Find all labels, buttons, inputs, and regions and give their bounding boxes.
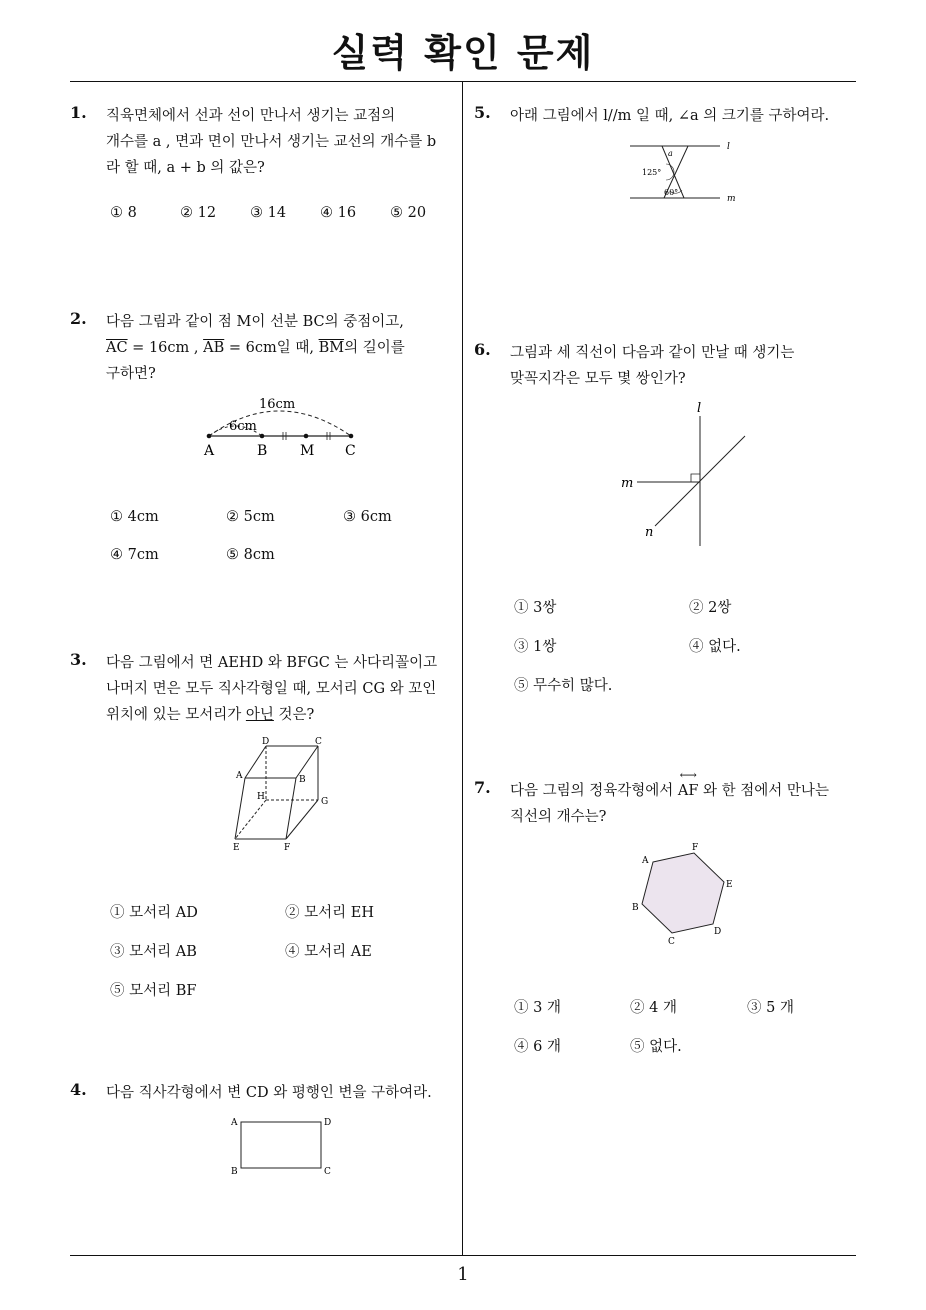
vertex-label: C <box>324 1167 331 1177</box>
answer-option[interactable]: ② 5cm <box>226 509 275 525</box>
vertex-label: E <box>726 880 733 890</box>
edge-DA <box>245 746 266 778</box>
top-rule <box>70 81 856 82</box>
answer-option[interactable]: ④ 16 <box>320 205 357 221</box>
column-divider <box>462 82 463 1256</box>
answer-option[interactable]: ③ 14 <box>250 205 287 221</box>
regular-hexagon <box>642 853 724 933</box>
line-m-label: m <box>727 194 736 204</box>
text-run: 것은? <box>273 707 315 723</box>
segment-AB: $\overline{AB}$ <box>203 340 225 356</box>
label-A: A <box>204 443 215 459</box>
point-M <box>304 434 309 439</box>
edge-HE <box>235 800 266 839</box>
bottom-rule <box>70 1255 856 1256</box>
vertex-label: A <box>231 1118 238 1128</box>
edge-GF <box>286 800 318 839</box>
label-16cm: 16cm <box>259 397 296 412</box>
text-run: = 16cm , <box>127 340 204 356</box>
vertex-label: B <box>632 903 639 913</box>
answer-option[interactable]: ② 4 개 <box>630 1000 677 1016</box>
answer-option[interactable]: ④ 없다. <box>689 639 741 655</box>
question-number: 1. <box>70 103 87 122</box>
label-6cm: 6cm <box>229 419 257 434</box>
rectangle-ABCD <box>241 1122 321 1168</box>
question-number: 3. <box>70 650 87 669</box>
page-title: 실력 확인 문제 <box>331 31 595 75</box>
question-line: 다음 직사각형에서 변 CD 와 평행인 변을 구하여라. <box>106 1085 432 1101</box>
question-number: 5. <box>474 103 491 122</box>
question-text <box>510 768 829 830</box>
answer-option[interactable]: ① 8 <box>110 205 137 221</box>
question-number: 7. <box>474 778 491 797</box>
text-run: 와 한 점에서 만나는 <box>698 783 829 799</box>
vertex-label: D <box>714 927 722 937</box>
question-text <box>106 1080 432 1106</box>
question-text <box>106 103 436 181</box>
rectangle-figure <box>228 1113 338 1179</box>
text-run: 다음 그림의 정육각형에서 <box>510 783 678 799</box>
answer-option[interactable]: ③ 6cm <box>343 509 392 525</box>
answer-option[interactable]: ② 12 <box>180 205 217 221</box>
question-line: 구하면? <box>106 366 156 382</box>
line-m-label: m <box>621 476 634 491</box>
vertex-label: C <box>668 937 675 947</box>
vertex-label: A <box>236 771 243 781</box>
text-run: 위치에 있는 모서리가 <box>106 707 246 723</box>
three-lines-figure <box>615 398 755 550</box>
question-line <box>106 702 437 728</box>
question-line: 다음 그림에서 면 AEHD 와 BFGC 는 사다리꼴이고 <box>106 655 438 671</box>
question-line: 다음 그림과 같이 점 M이 선분 BC의 중점이고, <box>106 314 404 330</box>
answer-option[interactable]: ③ 모서리 AB <box>110 944 197 960</box>
question-text <box>510 103 829 129</box>
question-text <box>106 650 437 728</box>
label-M: M <box>300 443 315 459</box>
segment-figure <box>195 392 365 462</box>
right-angle-mark <box>691 474 700 482</box>
answer-option[interactable]: ② 모서리 EH <box>285 905 374 921</box>
answer-option[interactable]: ③ 5 개 <box>747 1000 794 1016</box>
answer-option[interactable]: ② 2쌍 <box>689 600 732 616</box>
question-line: 라 할 때, a + b 의 값은? <box>106 160 265 176</box>
vertex-label: F <box>284 843 291 853</box>
double-arrow-icon: ⟷ <box>679 768 697 782</box>
answer-option[interactable]: ⑤ 8cm <box>226 547 275 563</box>
edge-CB <box>296 746 318 778</box>
segment-BM: $\overline{BM}$ <box>318 340 345 356</box>
line-AF-label: AF <box>677 783 699 799</box>
point-C <box>349 434 354 439</box>
answer-option[interactable]: ① 4cm <box>110 509 159 525</box>
vertex-label: B <box>299 775 306 785</box>
answer-option[interactable]: ④ 6 개 <box>514 1039 561 1055</box>
vertex-label: E <box>233 843 240 853</box>
question-line: 직선의 개수는? <box>510 809 607 825</box>
text-run: 의 길이를 <box>344 340 405 356</box>
hexagon-figure <box>628 840 743 950</box>
vertex-label: H <box>257 792 265 802</box>
answer-option[interactable]: ⑤ 모서리 BF <box>110 983 197 999</box>
page-number: 1 <box>457 1264 469 1285</box>
angle-60-label: 60° <box>664 188 679 197</box>
question-line: 개수를 a , 면과 면이 만나서 생기는 교선의 개수를 b <box>106 134 437 150</box>
vertex-label: C <box>315 737 322 747</box>
angle-125-label: 125° <box>642 168 662 177</box>
question-text <box>106 309 405 387</box>
question-line: 맞꼭지각은 모두 몇 쌍인가? <box>510 371 686 387</box>
answer-option[interactable]: ① 3쌍 <box>514 600 557 616</box>
point-A <box>207 434 212 439</box>
vertex-label: D <box>262 737 270 747</box>
edge-BF <box>286 778 296 839</box>
parallel-lines-figure <box>622 136 752 208</box>
point-B <box>260 434 265 439</box>
vertex-label: G <box>321 797 329 807</box>
answer-option[interactable]: ⑤ 20 <box>390 205 427 221</box>
question-line: 나머지 면은 모두 직사각형일 때, 모서리 CG 와 꼬인 <box>106 681 437 697</box>
question-line: 아래 그림에서 l//m 일 때, ∠a 의 크기를 구하여라. <box>510 108 830 124</box>
question-number: 6. <box>474 340 491 359</box>
answer-option[interactable]: ① 모서리 AD <box>110 905 198 921</box>
answer-option[interactable]: ① 3 개 <box>514 1000 561 1016</box>
vertex-label: F <box>692 843 699 853</box>
line-n-label: n <box>645 525 654 540</box>
line-l-label: l <box>727 142 730 152</box>
edge-AE <box>235 778 245 839</box>
segment-AC: $\overline{AC}$ <box>106 340 128 356</box>
label-C: C <box>345 443 356 459</box>
angle-a-label: a <box>668 149 673 158</box>
question-text <box>510 340 794 392</box>
text-run: = 6cm일 때, <box>224 340 319 356</box>
prism-figure <box>225 736 340 854</box>
question-number: 2. <box>70 309 87 328</box>
answer-option[interactable]: ⑤ 무수히 많다. <box>514 678 613 694</box>
question-line: 그림과 세 직선이 다음과 같이 만날 때 생기는 <box>510 345 795 361</box>
line-l-label: l <box>697 401 702 416</box>
answer-option[interactable]: ⑤ 없다. <box>630 1039 682 1055</box>
label-B: B <box>257 443 268 459</box>
question-line: 직육면체에서 선과 선이 만나서 생기는 교점의 <box>106 108 396 124</box>
vertex-label: A <box>642 856 649 866</box>
line-AF-notation <box>677 768 699 804</box>
question-number: 4. <box>70 1080 87 1099</box>
vertex-label: D <box>324 1118 332 1128</box>
answer-option[interactable]: ③ 1쌍 <box>514 639 557 655</box>
underlined-text: 아닌 <box>245 707 274 723</box>
question-line <box>510 768 829 804</box>
answer-option[interactable]: ④ 모서리 AE <box>285 944 372 960</box>
vertex-label: B <box>231 1167 238 1177</box>
question-line <box>106 335 405 361</box>
answer-option[interactable]: ④ 7cm <box>110 547 159 563</box>
